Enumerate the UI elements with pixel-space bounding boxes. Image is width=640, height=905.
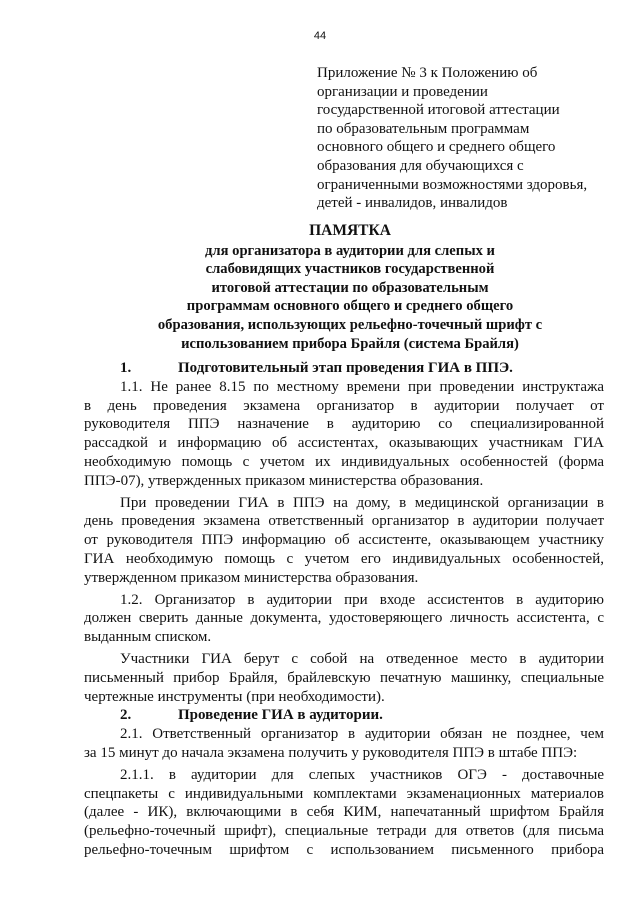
paragraph-participants [84, 650, 604, 706]
text-line: При проведении ГИА в ППЭ на дому, в медицинской организации в [120, 494, 604, 511]
appendix-line: по образовательным программам [317, 120, 530, 137]
memo-subtitle-line: слабовидящих участников государственной [205, 261, 495, 278]
section-number: 2. [120, 707, 132, 724]
text-line: руководителя ППЭ назначение в аудиторию со специализированной [84, 416, 604, 433]
text-line: день проведения экзамена ответственный организатор в аудитории получает [84, 513, 604, 530]
paragraph-2-1-1 [84, 766, 604, 860]
section-heading-1 [84, 359, 604, 378]
text-line: рассадкой и информацию об ассистентах, оказывающих участникам ГИА [84, 435, 604, 452]
memo-subtitle-line: итоговой аттестации по образовательным [211, 279, 489, 296]
text-line: (рельефно-точечный шрифт), специальные тетради для ответов (для письма [84, 823, 604, 840]
text-line: (далее - ИК), включающими в себя КИМ, напечатанный шрифтом Брайля [84, 804, 604, 821]
paragraph-2-1 [84, 725, 604, 763]
memo-subtitle-line: для организатора в аудитории для слепых и [205, 242, 495, 259]
text-line: утвержденном приказом министерства образования. [84, 569, 419, 586]
text-line: необходимую помощь с учетом их индивидуальных особенностей (форма [84, 453, 604, 470]
appendix-line: Приложение № 3 к Положению об [317, 65, 538, 81]
text-line: спецпакеты с индивидуальными комплектами экзаменационных материалов [84, 785, 604, 802]
memo-subtitle-line: образования, использующих рельефно-точечный шрифт с [157, 316, 543, 333]
appendix-line: ограниченными возможностями здоровья, [317, 176, 588, 193]
text-line: ППЭ-07), утвержденных приказом министерства образования. [84, 472, 484, 489]
memo-subtitle-line: программам основного общего и среднего общего [186, 298, 514, 315]
section-title: Подготовительный этап проведения ГИА в ППЭ. [178, 360, 513, 376]
memo-subtitle-line: использованием прибора Брайля (система Брайля) [181, 335, 519, 352]
appendix-line: основного общего и среднего общего [317, 139, 556, 156]
page-number: 44 [313, 30, 327, 42]
text-line: в день проведения экзамена организатор в аудитории получает от [84, 397, 604, 414]
appendix-line: государственной итоговой аттестации [317, 102, 560, 119]
text-line: за 15 минут до начала экзамена получить у руководителя ППЭ в штабе ППЭ: [84, 744, 578, 761]
paragraph-home-exam [84, 494, 604, 588]
text-line: письменный прибор Брайля, брайлевскую печатную машинку, специальные [84, 669, 604, 686]
section-heading-2 [84, 706, 604, 725]
section-title: Проведение ГИА в аудитории. [178, 707, 383, 724]
section-number: 1. [120, 360, 132, 376]
text-line: от руководителя ППЭ информацию об ассистенте, оказывающем участнику [84, 532, 604, 549]
paragraph-1-2 [84, 591, 604, 647]
text-line: 2.1.1. в аудитории для слепых участников ОГЭ - доставочные [120, 766, 604, 783]
text-line: должен сверить данные документа, удостоверяющего личность ассистента, с [84, 610, 604, 627]
text-line: ГИА необходимую помощь с учетом его индивидуальных особенностей, [84, 550, 604, 567]
text-line: 1.2. Организатор в аудитории при входе ассистентов в аудиторию [120, 591, 604, 608]
paragraph-1-1 [84, 378, 604, 491]
memo-title-block [150, 222, 550, 353]
text-line: рельефно-точечным шрифтом с использованием письменного прибора [84, 841, 604, 858]
document-body [84, 359, 604, 860]
appendix-line: детей - инвалидов, инвалидов [317, 195, 508, 212]
text-line: чертежные инструменты (при необходимости). [84, 688, 385, 705]
text-line: 2.1. Ответственный организатор в аудитории обязан не позднее, чем [120, 726, 604, 743]
appendix-line: образования для обучающихся с [317, 157, 524, 174]
memo-title: ПАМЯТКА [309, 222, 391, 239]
text-line: выданным списком. [84, 629, 212, 646]
appendix-line: организации и проведении [317, 83, 488, 100]
appendix-note [317, 64, 612, 213]
text-line: 1.1. Не ранее 8.15 по местному времени при проведении инструктажа [120, 378, 604, 395]
text-line: Участники ГИА берут с собой на отведенное место в аудитории [120, 650, 604, 667]
